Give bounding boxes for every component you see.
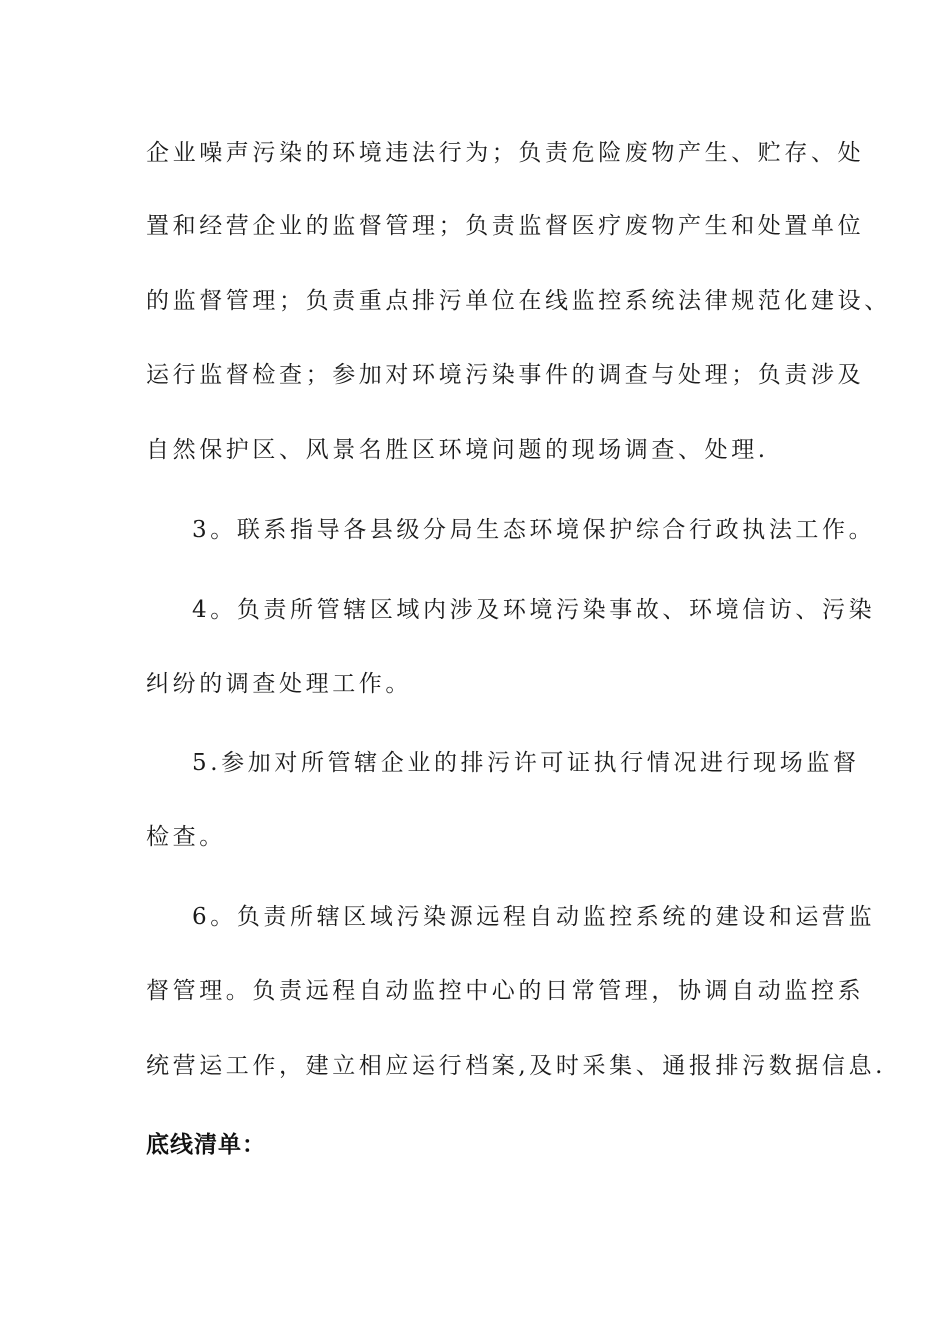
text-line: 企业噪声污染的环境违法行为；负责危险废物产生、贮存、处	[146, 140, 865, 166]
section-heading: 底线清单：	[146, 1132, 266, 1158]
text-line: 6。负责所辖区域污染源远程自动监控系统的建设和运营监	[192, 904, 876, 930]
text-line: 运行监督检查；参加对环境污染事件的调查与处理；负责涉及	[146, 362, 865, 388]
text-line: 置和经营企业的监督管理；负责监督医疗废物产生和处置单位	[146, 213, 865, 239]
text-line: 3。联系指导各县级分局生态环境保护综合行政执法工作。	[192, 517, 876, 543]
text-line: 5.参加对所管辖企业的排污许可证执行情况进行现场监督	[192, 750, 860, 776]
text-line: 4。负责所管辖区域内涉及环境污染事故、环境信访、污染	[192, 597, 876, 623]
text-line: 自然保护区、风景名胜区环境问题的现场调查、处理.	[146, 437, 769, 463]
text-line: 纠纷的调查处理工作。	[146, 671, 412, 697]
text-line: 检查。	[146, 824, 226, 850]
text-line: 督管理。负责远程自动监控中心的日常管理，协调自动监控系	[146, 978, 865, 1004]
text-line: 统营运工作，建立相应运行档案,及时采集、通报排污数据信息.	[146, 1053, 887, 1079]
text-line: 的监督管理；负责重点排污单位在线监控系统法律规范化建设、	[146, 288, 891, 314]
